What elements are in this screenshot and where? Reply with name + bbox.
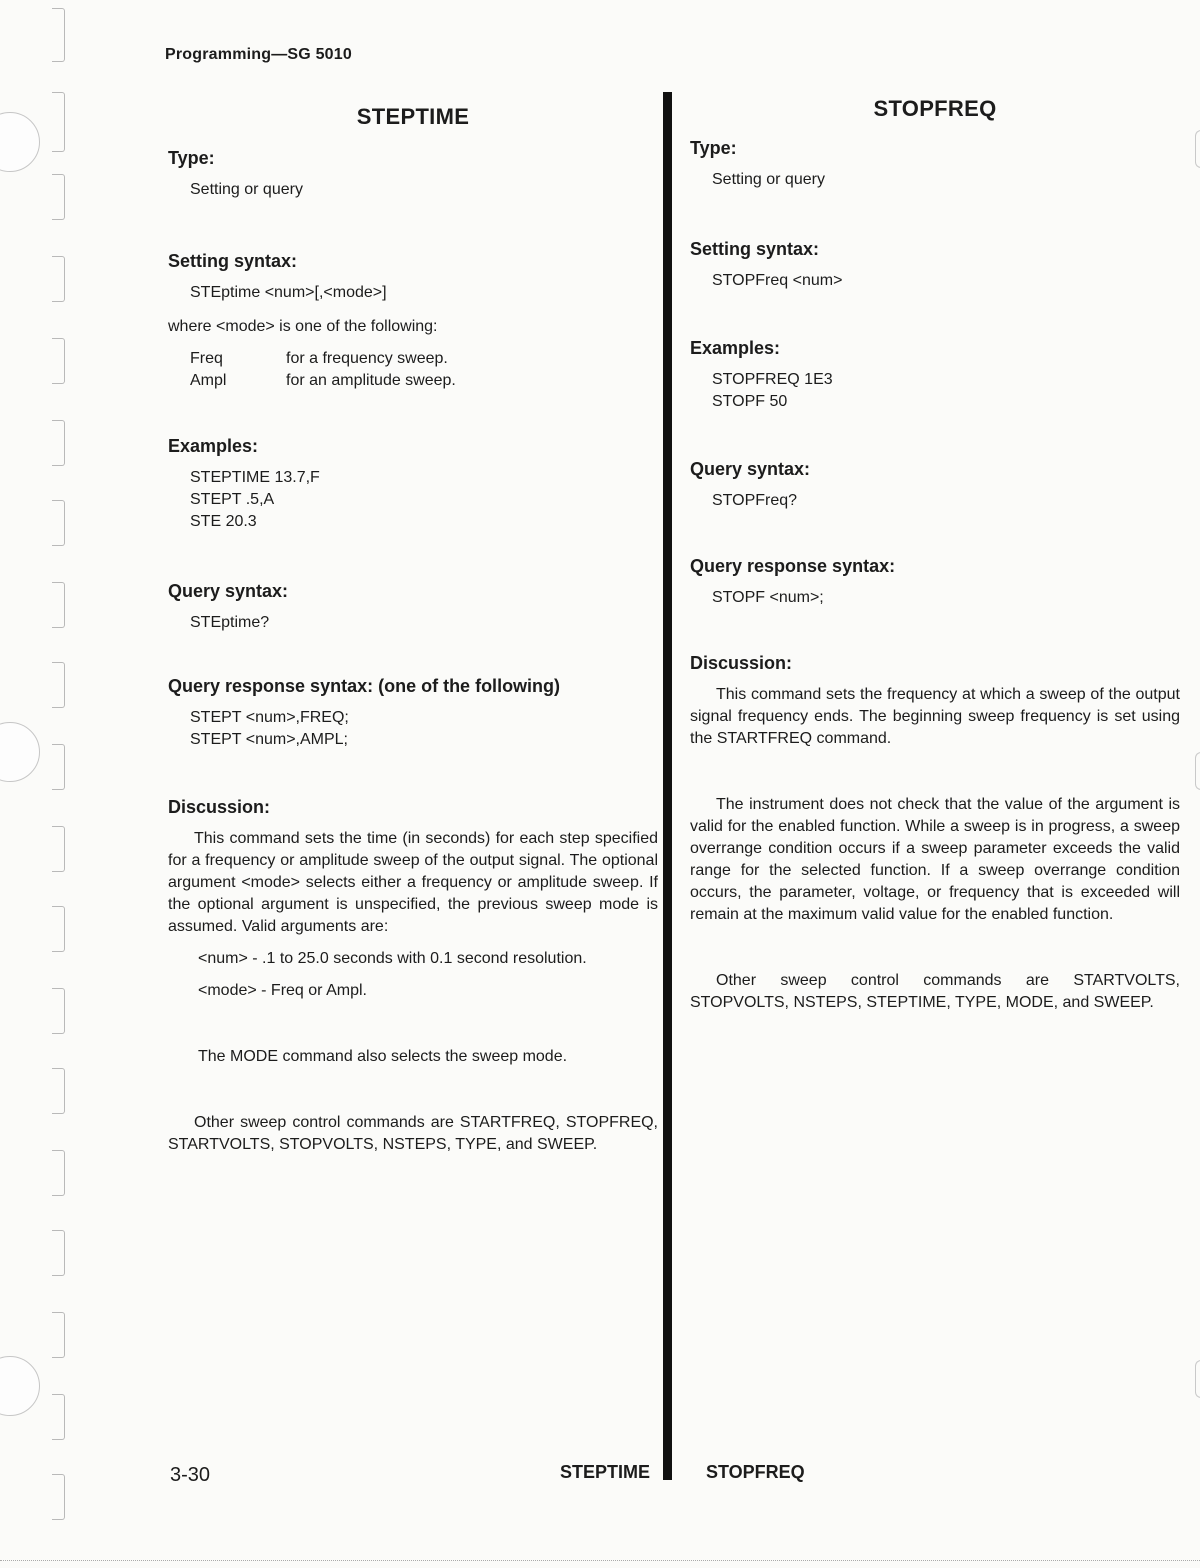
index-tab bbox=[52, 582, 65, 628]
mode-option bbox=[190, 370, 658, 392]
index-tab bbox=[52, 988, 65, 1034]
punch-hole bbox=[0, 1356, 40, 1416]
setting-syntax-heading: Setting syntax: bbox=[168, 251, 298, 271]
index-tab bbox=[52, 662, 65, 708]
query-response-heading: Query response syntax: bbox=[690, 556, 896, 576]
other-commands: Other sweep control commands are STARTFREQ, STOPFREQ, STARTVOLTS, STOPVOLTS, NSTEPS, TYPE, and SWEEP. bbox=[168, 1114, 658, 1153]
mode-key: Ampl bbox=[190, 372, 227, 389]
examples-heading: Examples: bbox=[168, 436, 259, 456]
type-heading: Type: bbox=[168, 148, 215, 168]
query-response-heading: Query response syntax: (one of the following) bbox=[168, 676, 561, 696]
mode-key: Freq bbox=[190, 350, 223, 367]
index-tab bbox=[52, 1474, 65, 1520]
index-tab bbox=[52, 1068, 65, 1114]
examples-heading: Examples: bbox=[690, 338, 781, 358]
footer-right-label: STOPFREQ bbox=[706, 1462, 805, 1482]
index-tab bbox=[52, 1394, 65, 1440]
section-title: STOPFREQ bbox=[873, 96, 997, 121]
column-divider bbox=[663, 92, 672, 1480]
other-commands: Other sweep control commands are STARTVOLTS, STOPVOLTS, NSTEPS, STEPTIME, TYPE, MODE, and SWEEP. bbox=[690, 972, 1180, 1011]
punch-hole bbox=[0, 112, 40, 172]
example-line: STOPFREQ 1E3 bbox=[712, 371, 833, 388]
page-header: Programming—SG 5010 bbox=[165, 46, 352, 63]
response-line: STEPT <num>,AMPL; bbox=[190, 731, 348, 748]
response-line: STEPT <num>,FREQ; bbox=[190, 709, 349, 726]
binder-edge bbox=[0, 0, 80, 1568]
query-syntax-heading: Query syntax: bbox=[168, 581, 289, 601]
setting-syntax: STOPFreq <num> bbox=[712, 272, 843, 289]
index-tab bbox=[52, 1312, 65, 1358]
right-punch-mark bbox=[1195, 752, 1200, 790]
stopfreq-column bbox=[690, 90, 1180, 1014]
where-text: where <mode> is one of the following: bbox=[168, 318, 438, 335]
discussion-text: This command sets the frequency at which a sweep of the output signal frequency ends. The beginning sweep frequency is set using the STARTFREQ command. bbox=[690, 686, 1180, 747]
steptime-column bbox=[168, 96, 658, 1156]
right-punch-mark bbox=[1195, 130, 1200, 168]
type-value: Setting or query bbox=[190, 181, 303, 198]
index-tab bbox=[52, 420, 65, 466]
query-syntax-heading: Query syntax: bbox=[690, 459, 811, 479]
index-tab bbox=[52, 906, 65, 952]
type-heading: Type: bbox=[690, 138, 737, 158]
index-tab bbox=[52, 174, 65, 220]
example-line: STEPT .5,A bbox=[190, 491, 275, 508]
mode-option bbox=[190, 348, 658, 370]
discussion-heading: Discussion: bbox=[690, 653, 793, 673]
punch-hole bbox=[0, 722, 40, 782]
index-tab bbox=[52, 500, 65, 546]
mode-note: The MODE command also selects the sweep mode. bbox=[198, 1048, 568, 1065]
index-tab bbox=[52, 1230, 65, 1276]
argument-num: <num> - .1 to 25.0 seconds with 0.1 second resolution. bbox=[198, 950, 587, 967]
response-line: STOPF <num>; bbox=[712, 589, 824, 606]
discussion-heading: Discussion: bbox=[168, 797, 271, 817]
argument-mode: <mode> - Freq or Ampl. bbox=[198, 982, 367, 999]
page-number: 3-30 bbox=[170, 1464, 211, 1486]
right-punch-mark bbox=[1195, 1360, 1200, 1398]
discussion-text-2: The instrument does not check that the value of the argument is valid for the enabled function. While a sweep is in progress, a sweep overrange condition occurs if a sweep parameter exceeds the valid range for the selected function. If a sweep overrange condition occurs, the parameter, voltage, or frequency that is exceeded will remain at the maximum valid value for the enabled function. bbox=[690, 796, 1180, 923]
example-line: STE 20.3 bbox=[190, 513, 257, 530]
query-syntax: STEptime? bbox=[190, 614, 270, 631]
type-value: Setting or query bbox=[712, 171, 825, 188]
index-tab bbox=[52, 92, 65, 152]
bottom-rule bbox=[0, 1560, 1200, 1561]
footer-left-label: STEPTIME bbox=[560, 1462, 651, 1482]
section-title: STEPTIME bbox=[356, 104, 470, 129]
index-tab bbox=[52, 338, 65, 384]
index-tab bbox=[52, 256, 65, 302]
example-line: STEPTIME 13.7,F bbox=[190, 469, 320, 486]
index-tab bbox=[52, 744, 65, 790]
index-tab bbox=[52, 1150, 65, 1196]
mode-desc: for an amplitude sweep. bbox=[286, 372, 456, 389]
discussion-text: This command sets the time (in seconds) for each step specified for a frequency or amplitude sweep of the output signal. The optional argument <mode> selects either a frequency or amplitude sweep. If the optional argument is unspecified, the previous sweep mode is assumed. Valid arguments are: bbox=[168, 830, 658, 935]
query-syntax: STOPFreq? bbox=[712, 492, 798, 509]
index-tab bbox=[52, 8, 65, 62]
setting-syntax-heading: Setting syntax: bbox=[690, 239, 820, 259]
mode-desc: for a frequency sweep. bbox=[286, 350, 448, 367]
setting-syntax: STEptime <num>[,<mode>] bbox=[190, 284, 387, 301]
index-tab bbox=[52, 826, 65, 872]
example-line: STOPF 50 bbox=[712, 393, 788, 410]
